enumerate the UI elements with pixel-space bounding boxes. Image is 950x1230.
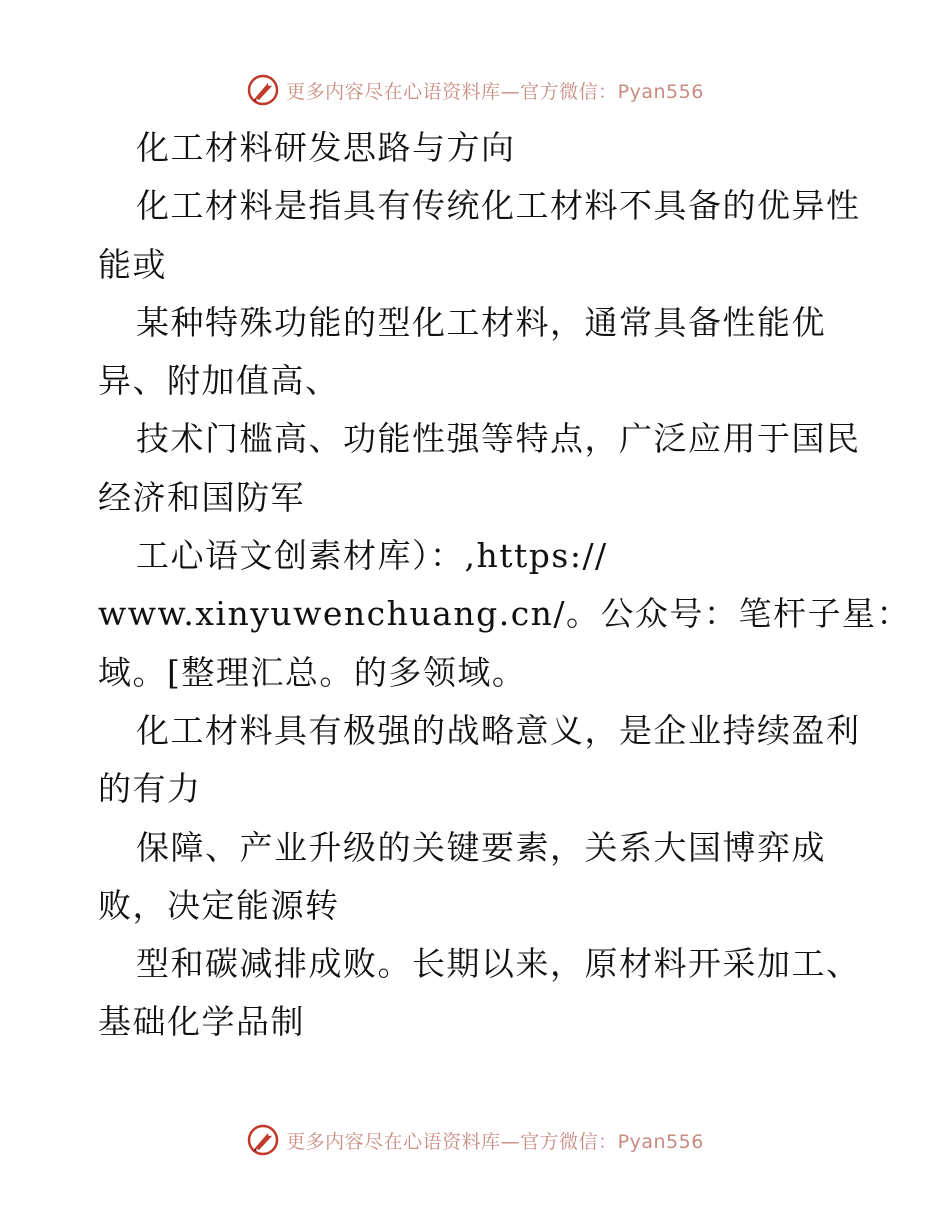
- doc-line: 某种特殊功能的型化工材料，通常具备性能优: [136, 302, 826, 342]
- doc-line: 败，决定能源转: [98, 885, 340, 925]
- pen-logo-icon: [246, 1123, 280, 1157]
- header-watermark: [0, 72, 950, 108]
- doc-line: 的有力: [98, 769, 202, 809]
- doc-line: 化工材料具有极强的战略意义，是企业持续盈利: [136, 710, 861, 750]
- doc-line: 化工材料是指具有传统化工材料不具备的优异性: [136, 186, 861, 226]
- doc-line: 基础化学品制: [98, 1002, 305, 1042]
- doc-line: 经济和国防军: [98, 477, 305, 517]
- doc-line: 保障、产业升级的关键要素，关系大国博弈成: [136, 827, 826, 867]
- watermark-text: 更多内容尽在心语资料库—官方微信：Pyan556: [286, 1130, 704, 1153]
- doc-line: www.xinyuwenchuang.cn/。公众号：笔杆子星：: [98, 594, 912, 634]
- doc-line: 工心语文创素材库）：,https://: [136, 536, 608, 576]
- doc-line: 型和碳减排成败。长期以来，原材料开采加工、: [136, 944, 861, 984]
- doc-line: 能或: [98, 244, 167, 284]
- watermark-text: 更多内容尽在心语资料库—官方微信：Pyan556: [286, 80, 704, 103]
- doc-line: 异、附加值高、: [98, 361, 340, 401]
- doc-line: 技术门槛高、功能性强等特点，广泛应用于国民: [136, 419, 861, 459]
- doc-line: 化工材料研发思路与方向: [136, 128, 516, 167]
- footer-watermark: [0, 1122, 950, 1158]
- document-body: [98, 124, 912, 1057]
- doc-line: 域。[整理汇总。的多领域。: [98, 652, 527, 692]
- pen-logo-icon: [246, 73, 280, 107]
